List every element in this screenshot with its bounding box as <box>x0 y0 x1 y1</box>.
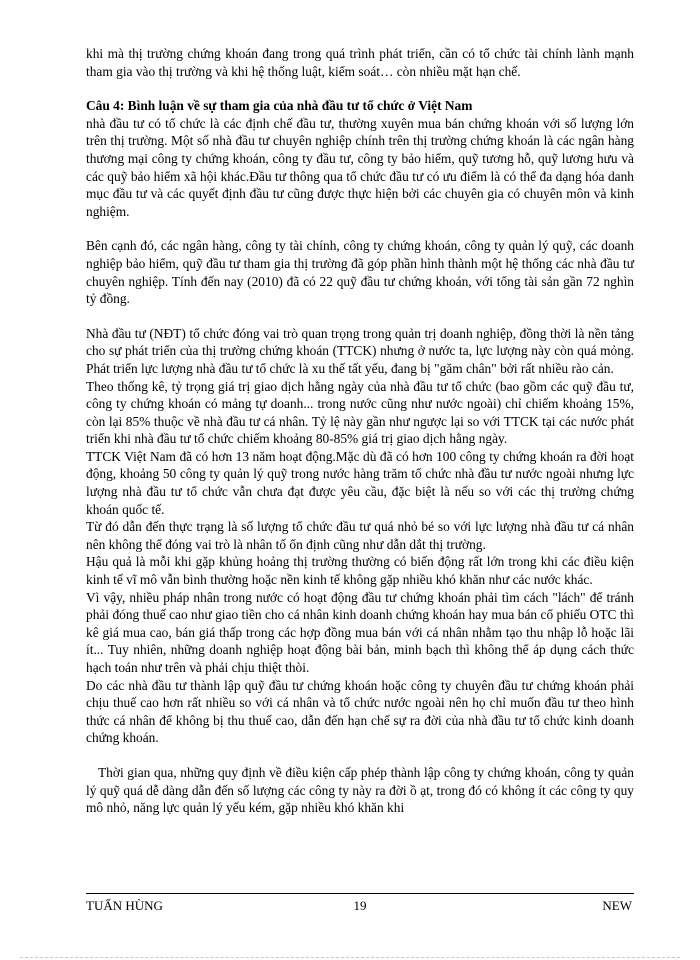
paragraph-definition: nhà đầu tư có tổ chức là các định chế đầu tư, thường xuyên mua bán chứng khoán với số lượng lớn trên thị trường. Một số nhà đầu tư chuyên nghiệp chính trên thị trường chứng khoán là các ngân hàng thương mại công ty chứng khoán, công ty đầu tư, công ty bảo hiểm, quỹ tương hỗ, quỹ lương hưu và các quỹ bảo hiểm xã hội khác.Đầu tư thông qua tổ chức đầu tư có ưu điểm là có thể đa dạng hóa danh mục đầu tư và các quyết định đầu tư cũng được thực hiện bởi các chuyên gia có chuyên môn và kinh nghiệm. <box>86 115 634 219</box>
paragraph-consequence: Từ đó dẫn đến thực trạng là số lượng tổ chức đầu tư quá nhỏ bé so với lực lượng nhà đầu tư cá nhân nên không thể đóng vai trò là nhân tố ổn định cũng như dẫn dắt thị trường. <box>86 519 634 552</box>
footer-author: TUẤN HÙNG <box>86 898 163 913</box>
footer-page-number: 19 <box>353 898 367 913</box>
footer-tag: NEW <box>602 898 632 913</box>
paragraph-statistics: Theo thống kê, tỷ trọng giá trị giao dịch hằng ngày của nhà đầu tư tổ chức (bao gồm các quỹ đầu tư, công ty chứng khoán có mảng tự doanh... trong nước cũng như nước ngoài) chỉ chiếm khoảng 15%, còn lại 85% thuộc về nhà đầu tư cá nhân. Tỷ lệ này gần như ngược lại so với TTCK tại các nước phát triển khi nhà đầu tư tổ chức chiếm khoảng 80-85% giá trị giao dịch hằng ngày. <box>86 378 634 447</box>
paragraph-tax-avoidance: Vì vậy, nhiều pháp nhân trong nước có hoạt động đầu tư chứng khoán phải tìm cách "lách" để tránh phải đóng thuế cao như giao tiền cho cá nhân kinh doanh chứng khoán hay mua bán cổ phiếu OTC thì kê giá mua cao, bán giá thấp trong các hợp đồng mua bán với cá nhân nhằm tạo thu nhập lỗ hoặc lãi ít... Tuy nhiên, những doanh nghiệp hoạt động bài bản, minh bạch thì không thể áp dụng cách thức hạch toán như trên và phải chịu thiệt thòi. <box>86 589 634 675</box>
paragraph-institutions: Bên cạnh đó, các ngân hàng, công ty tài chính, công ty chứng khoán, công ty quản lý quỹ, các doanh nghiệp bảo hiểm, quỹ đầu tư tham gia thị trường đã góp phần hình thành một hệ thống các nhà đầu tư chuyên nghiệp. Tính đến nay (2010) đã có 22 quỹ đầu tư chứng khoán, với tổng tài sản gần 72 nghìn tỷ đồng. <box>86 238 634 307</box>
section-heading: Câu 4: Bình luận về sự tham gia của nhà đầu tư tổ chức ở Việt Nam <box>86 98 473 114</box>
page-edge-divider <box>20 957 680 958</box>
page-footer <box>86 893 634 916</box>
paragraph-crisis: Hậu quả là mỗi khi gặp khủng hoảng thị trường thường có biến động rất lớn trong khi các điều kiện kinh tế vĩ mô vẫn bình thường hoặc nền kinh tế không gặp nhiều khó khăn như các nước khác. <box>86 554 634 588</box>
paragraph-intro: khi mà thị trường chứng khoán đang trong quá trình phát triển, cần có tổ chức tài chính lành mạnh tham gia vào thị trường và khi hệ thống luật, kiểm soát… còn nhiều mặt hạn chế. <box>86 46 634 79</box>
paragraph-licensing: Thời gian qua, những quy định về điều kiện cấp phép thành lập công ty chứng khoán, công ty quản lý quỹ quá dễ dàng dẫn đến số lượng các công ty này ra đời ồ ạt, trong đó có không ít các công ty quy mô nhỏ, năng lực quản lý yếu kém, gặp nhiều khó khăn khi <box>86 764 634 816</box>
document-body <box>86 45 634 817</box>
paragraph-tax-burden: Do các nhà đầu tư thành lập quỹ đầu tư chứng khoán hoặc công ty chuyên đầu tư chứng khoán phải chịu thuế cao hơn rất nhiều so với cá nhân và tổ chức nước ngoài nên họ chỉ muốn đầu tư theo hình thức cá nhân để không bị thu thuế cao, dẫn đến hạn chế sự ra đời của nhà đầu tư tổ chức kinh doanh chứng khoán. <box>86 677 634 746</box>
paragraph-market-history: TTCK Việt Nam đã có hơn 13 năm hoạt động.Mặc dù đã có hơn 100 công ty chứng khoán ra đời hoạt động, khoảng 50 công ty quản lý quỹ trong nước hàng trăm tổ chức nhà đầu tư nước ngoài nhưng lực lượng nhà đầu tư tổ chức vẫn chưa đạt được yêu cầu, đặc biệt là nếu so với các thị trường chứng khoán quốc tế. <box>86 448 634 517</box>
paragraph-role: Nhà đầu tư (NĐT) tổ chức đóng vai trò quan trọng trong quản trị doanh nghiệp, đồng thời là nền tảng cho sự phát triển của thị trường chứng khoán (TTCK) nhưng ở nước ta, lực lượng này còn quá mỏng. Phát triển lực lượng nhà đầu tư tổ chức là xu thế tất yếu, đang bị "găm chân" bởi rất nhiều rào cản. <box>86 325 634 376</box>
